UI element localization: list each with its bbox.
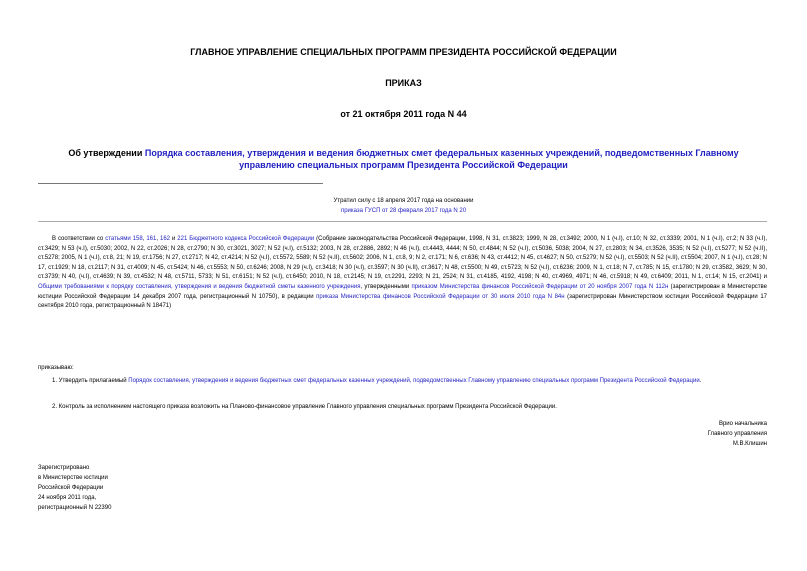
minfin-order-112n-link[interactable]: приказом Министерства финансов Российской Федерации от 20 ноября 2007 года N 112н [411,283,669,290]
lapse-status-text: Утратил силу с 18 апреля 2017 года на основании [333,198,474,204]
registration-number: регистрационный N 22390 [38,505,112,511]
preamble-text: , [142,236,147,242]
preamble-text: , утвержденными [360,283,412,290]
procedure-document-link[interactable]: Порядок составления, утверждения и ведения бюджетных смет федеральных казенных учреждений, подведомственных Главному управлению специальных программ Президента Российской Федерации [128,378,700,384]
document-type-heading: ПРИКАЗ [385,78,422,88]
signature-block [600,419,767,449]
document-date-number: от 21 октября 2011 года N 44 [340,109,467,119]
budget-code-article-161-link[interactable]: 161 [146,236,157,242]
signature-department: Главного управления [707,431,767,437]
agency-heading: ГЛАВНОЕ УПРАВЛЕНИЕ СПЕЦИАЛЬНЫХ ПРОГРАММ ПРЕЗИДЕНТА РОССИЙСКОЙ ФЕДЕРАЦИИ [190,47,617,57]
order-item-1 [38,377,767,387]
general-requirements-link[interactable]: Общими требованиями к порядку составления, утверждения и ведения бюджетной сметы казенного учреждения [38,283,361,290]
registration-line-3: Российской Федерации [38,485,104,491]
item2-text: 2. Контроль за исполнением настоящего приказа возложить на Планово-финансовое управление Главного управления специальных программ Президента Российской Федерации. [52,404,557,410]
item1-text: 1. Утвердить прилагаемый [52,378,129,384]
preamble-paragraph [38,235,767,312]
preamble-text: (зарегистрирован Министерством юстиции Российской Федерации 17 сентября 2010 года, регистрационный N 18471) [38,293,767,310]
preamble-text: , [156,236,160,242]
preamble-text: В соответствии со [52,236,106,242]
order-item-2 [38,403,767,413]
title-prefix: Об утверждении [68,148,145,158]
minfin-order-84n-link[interactable]: приказа Министерства финансов Российской Федерации от 30 июля 2010 года N 84н [316,293,565,300]
signature-position: Врио начальника [718,421,767,427]
document-title [40,147,767,171]
order-word: приказываю: [38,365,74,371]
preamble-text: (Собрание законодательства Российской Федерации, 1998, N 31, ст.3823; 1999, N 28, ст.3492; 2000, N 1 (ч.I), ст.10; N 32, ст.3339; 2001, N 1 (ч.I), ст.2; N 33 (ч.I), ст.3429; N 53 (ч.I), ст.5030; 2002, N 22, ст.2026; N 28, ст.2790; N 30, ст.3021, 3027; N 52 (ч.I), ст.5132; 2003, N 28, ст.2886, 2892; N 46 (ч.I), ст.4443, 4444; N 50, ст.4844; N 52 (ч.I), ст.5036, 5038; 2004, N 27, ст.2803; N 34, ст.3526, 3535; N 52 (ч.I), ст.5277; N 52 (ч.II), ст.5278; 2005, N 1 (ч.I), ст.8, 21; N 19, ст.1756; N 27, ст.2717; N 42, ст.4214; N 52 (ч.I), ст.5572, 5589; N 52 (ч.II), ст.5602; 2006, N 1, ст.8, 9; N 2, ст.171; N 6, ст.636; N 43, ст.4412; N 45, ст.4627; N 50, ст.5279; N 52 (ч.I), ст.5503; N 52 (ч.II), ст.5504; 2007, N 1 (ч.I), ст.28; N 17, ст.1929; N 18, ст.2117; N 31, ст.4009; N 45, ст.5424; N 46, ст.5553; N 50, ст.6246; 2008, N 29 (ч.I), ст.3418; N 30 (ч.I), ст.3597; N 30 (ч.II), ст.3617; N 48, ст.5500; N 49, ст.5723; N 52 (ч.I), ст.6236; 2009, N 1, ст.18; N 7, ст.785; N 15, ст.1780; N 29, ст.3582, 3629; N 30, ст.3739; N 40, (ч.I), ст.4639; N 39, ст.4532; N 48, ст.5711, 5733; N 51, ст.6151; N 52 (ч.I), ст.6450; 2010, N 18, ст.2145; N 19, ст.2291, 2293; N 21, 2524; N 31, ст.4185, 4192, 4198; N 40, ст.4969, 4971; N 46, ст.5918; N 49, ст.6409; 2011, N 1, ст.14; N 15, ст.2041) и [38,236,768,281]
lapse-status-note [290,196,517,216]
divider-long [38,221,767,222]
divider-short [38,183,323,184]
title-procedure-link[interactable]: Порядка составления, утверждения и ведения бюджетных смет федеральных казенных учреждений, подведомственных Главному управлению специальных программ Президента Российской Федерации [144,148,739,170]
budget-code-article-158-link[interactable]: статьями 158 [105,236,143,242]
item1-end: . [699,378,702,384]
preamble-text: (зарегистрирован в Министерстве юстиции Российской Федерации 14 декабря 2007 года, регистрационный N 10750), в редакции [38,283,767,300]
registration-block [38,463,258,513]
budget-code-article-221-link[interactable]: 221 Бюджетного кодекса Российской Федерации [177,236,315,242]
preamble-text: и [170,236,178,242]
registration-line-2: в Министерстве юстиции [38,475,108,481]
registration-date: 24 ноября 2011 года, [38,495,97,501]
signature-name: М.В.Клишин [732,441,767,447]
lapse-order-link[interactable]: приказа ГУСП от 28 февраля 2017 года N 20 [340,208,467,214]
registration-line-1: Зарегистрировано [38,465,90,471]
budget-code-article-162-link[interactable]: 162 [159,236,170,242]
